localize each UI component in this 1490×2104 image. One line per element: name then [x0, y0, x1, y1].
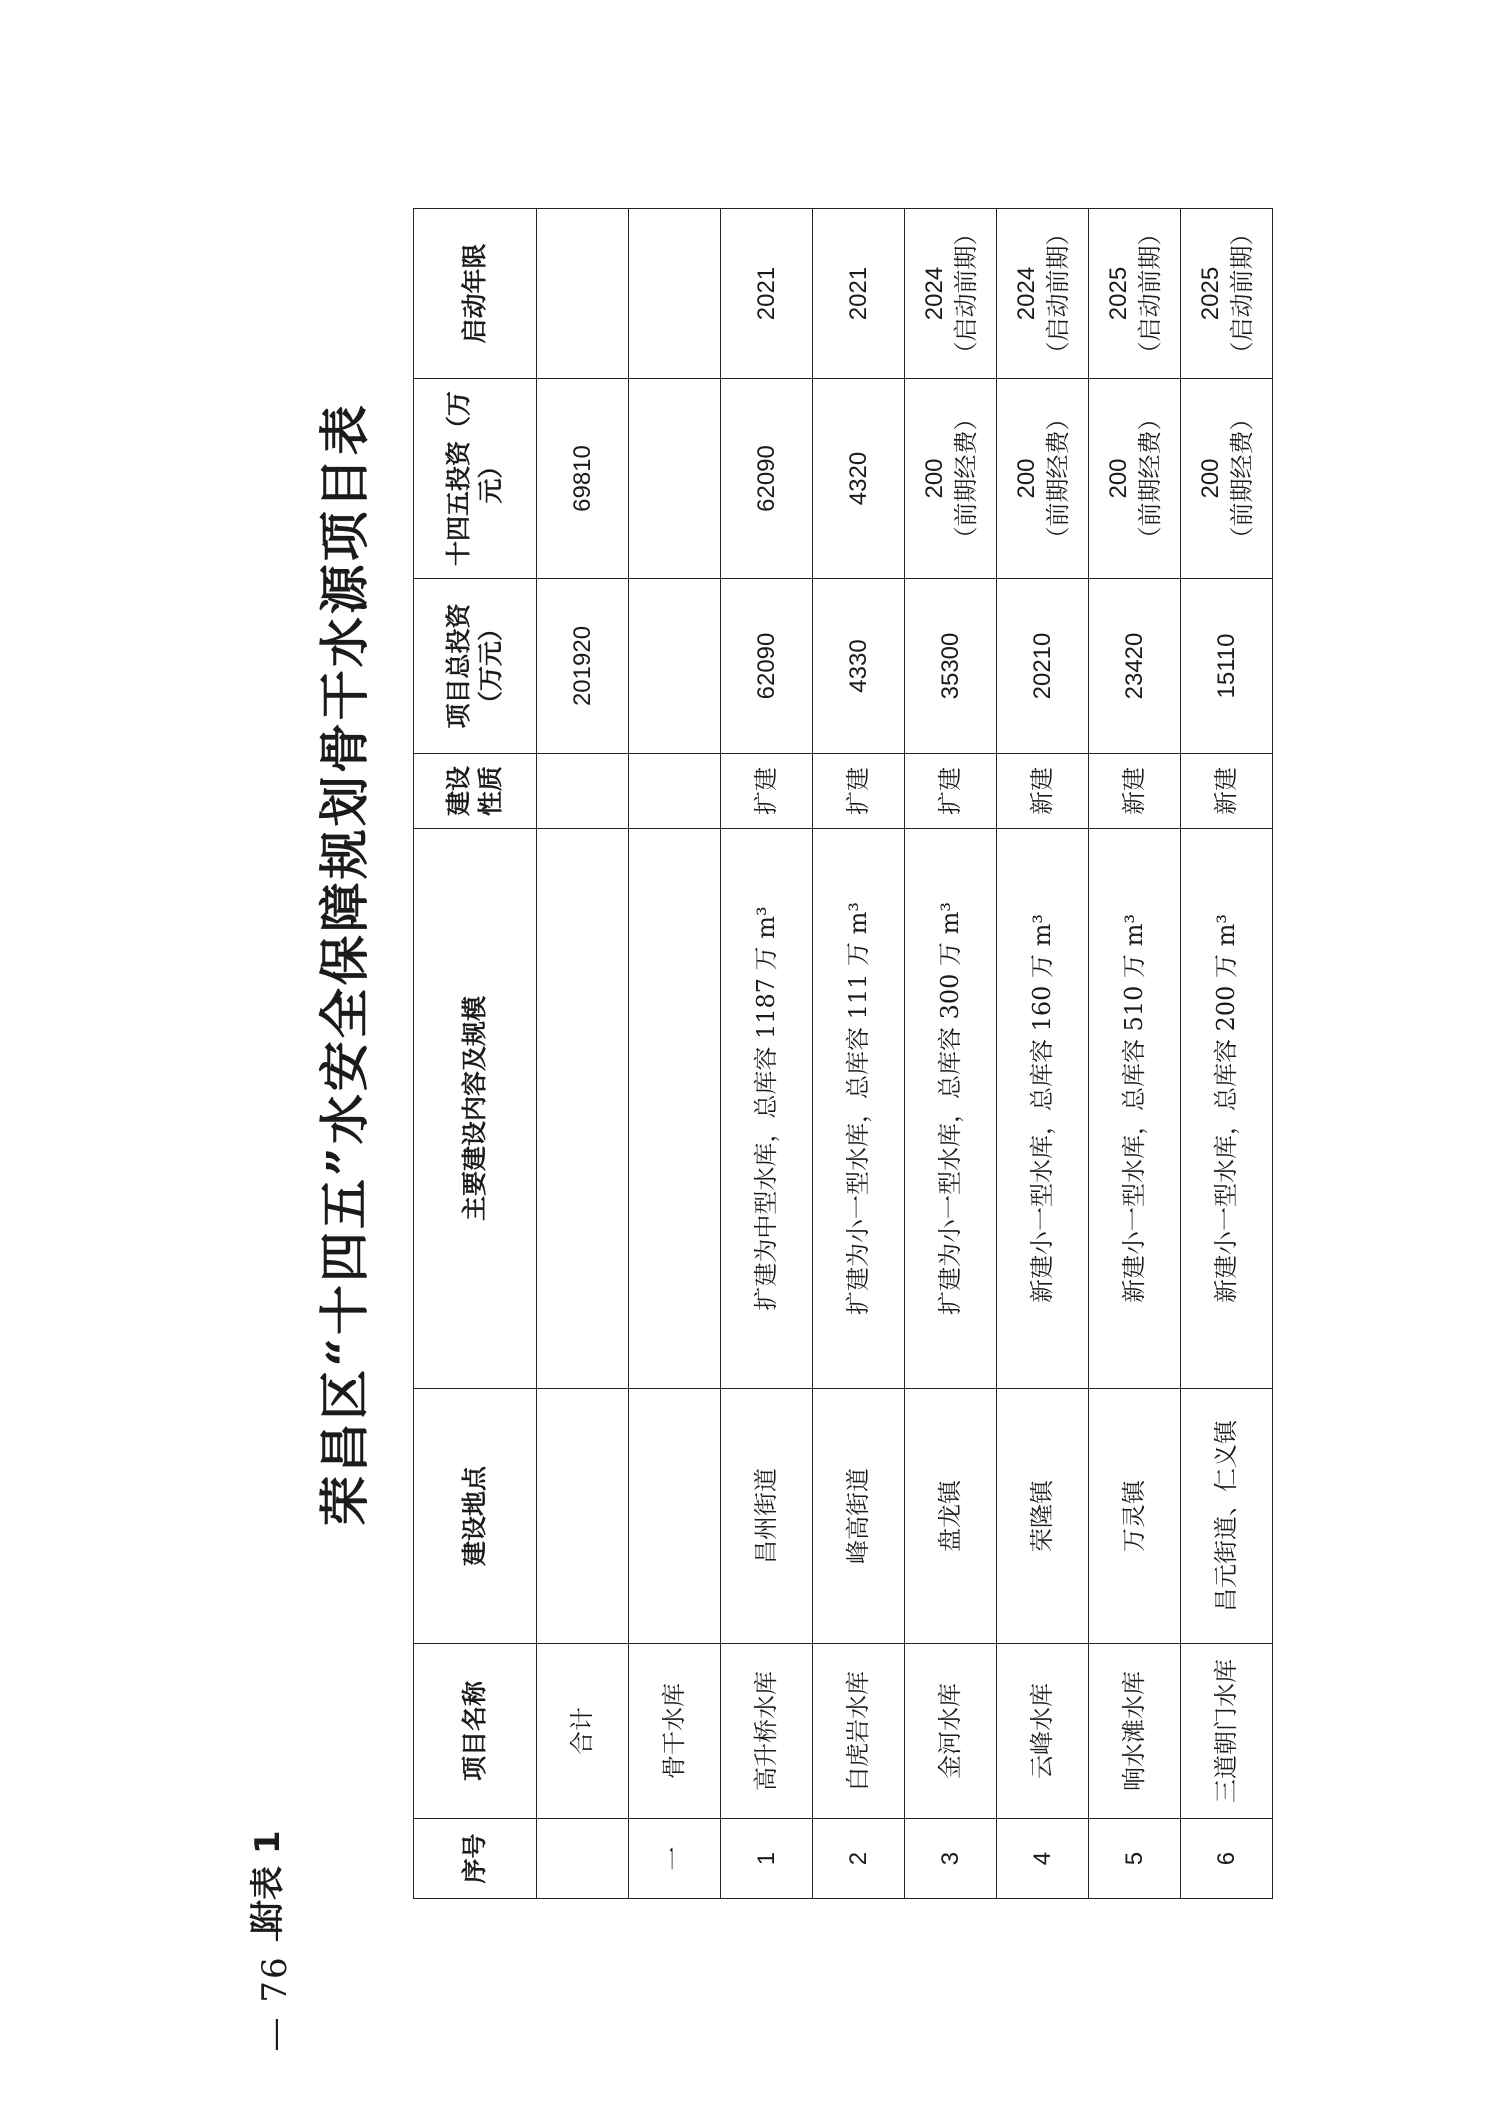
cell-seq — [905, 1819, 997, 1899]
cell-content-value: 扩建为中型水库，总库容 1187 万 m³ — [751, 906, 780, 1311]
cell-fyp-investment — [1181, 379, 1273, 579]
cell-name-value: 金河水库 — [935, 1683, 964, 1779]
cell-seq — [997, 1819, 1089, 1899]
cell-nature-value: 新建 — [1027, 767, 1056, 815]
cell-start-year-note: （启动前期） — [1135, 221, 1164, 366]
cell-fyp-investment — [537, 379, 629, 579]
cell-location — [997, 1389, 1089, 1644]
cell-start-year-value: 2024 — [1013, 266, 1041, 321]
cell-content-value: 扩建为小一型水库，总库容 111 万 m³ — [843, 901, 872, 1316]
page-title: 荣昌区“十四五”水安全保障规划骨干水源项目表 — [315, 402, 374, 1526]
header-fyp-investment: 十四五投资（万元） — [414, 379, 537, 579]
cell-nature — [629, 754, 721, 829]
header-seq: 序号 — [414, 1819, 537, 1899]
cell-seq — [629, 1819, 721, 1899]
cell-name — [1181, 1644, 1273, 1819]
cell-fyp-investment-value: 4320 — [844, 451, 872, 506]
cell-content — [1181, 829, 1273, 1389]
cell-location-value: 荣隆镇 — [1027, 1480, 1056, 1552]
cell-content-value: 新建小一型水库，总库容 200 万 m³ — [1211, 913, 1240, 1304]
cell-content — [997, 829, 1089, 1389]
header-content: 主要建设内容及规模 — [414, 829, 537, 1389]
cell-nature — [1089, 754, 1181, 829]
cell-location-value: 昌州街道 — [751, 1468, 780, 1564]
header-name: 项目名称 — [414, 1644, 537, 1819]
cell-seq-value: 2 — [844, 1851, 872, 1866]
cell-nature — [537, 754, 629, 829]
cell-start-year-value: 2021 — [844, 266, 872, 321]
cell-name-value: 高升桥水库 — [751, 1671, 780, 1791]
header-nature: 建设性质 — [414, 754, 537, 829]
cell-seq-value: 4 — [1028, 1851, 1056, 1866]
cell-start-year — [1089, 209, 1181, 379]
cell-seq-value: 一 — [660, 1846, 688, 1871]
cell-fyp-investment — [629, 379, 721, 579]
cell-content — [629, 829, 721, 1389]
cell-name — [1089, 1644, 1181, 1819]
cell-seq-value: 6 — [1212, 1851, 1240, 1866]
cell-total-investment — [813, 579, 905, 754]
cell-fyp-investment-note: （前期经费） — [951, 406, 980, 551]
cell-fyp-investment-note: （前期经费） — [1135, 406, 1164, 551]
cell-start-year — [997, 209, 1089, 379]
cell-fyp-investment-value: 200 — [921, 458, 949, 499]
cell-fyp-investment-value: 200 — [1013, 458, 1041, 499]
cell-total-investment — [721, 579, 813, 754]
cell-start-year-note: （启动前期） — [1043, 221, 1072, 366]
cell-name-value: 合计 — [567, 1707, 596, 1755]
cell-start-year — [537, 209, 629, 379]
cell-content — [1089, 829, 1181, 1389]
cell-total-investment — [905, 579, 997, 754]
page-number: — 76 — — [255, 1906, 295, 2052]
cell-nature — [1181, 754, 1273, 829]
cell-total-investment-value: 35300 — [936, 632, 964, 700]
cell-seq — [1181, 1819, 1273, 1899]
table-row — [997, 209, 1089, 1899]
cell-start-year — [813, 209, 905, 379]
table-row — [905, 209, 997, 1899]
cell-fyp-investment-note: （前期经费） — [1043, 406, 1072, 551]
cell-nature — [905, 754, 997, 829]
cell-location-value: 峰高街道 — [843, 1468, 872, 1564]
cell-fyp-investment — [1089, 379, 1181, 579]
cell-content — [721, 829, 813, 1389]
cell-nature-value: 新建 — [1211, 767, 1240, 815]
cell-content — [905, 829, 997, 1389]
cell-location-value: 万灵镇 — [1119, 1480, 1148, 1552]
cell-nature-value: 扩建 — [843, 767, 872, 815]
cell-fyp-investment — [997, 379, 1089, 579]
header-location: 建设地点 — [414, 1389, 537, 1644]
cell-fyp-investment — [813, 379, 905, 579]
cell-total-investment-value: 20210 — [1028, 632, 1056, 700]
cell-name-value: 三道朝门水库 — [1211, 1659, 1240, 1803]
cell-name — [721, 1644, 813, 1819]
cell-seq — [721, 1819, 813, 1899]
cell-seq-value: 1 — [752, 1851, 780, 1866]
cell-total-investment — [629, 579, 721, 754]
table-row — [721, 209, 813, 1899]
header-start-year: 启动年限 — [414, 209, 537, 379]
cell-fyp-investment-value: 69810 — [568, 445, 596, 512]
cell-start-year — [905, 209, 997, 379]
cell-start-year — [1181, 209, 1273, 379]
projects-table — [413, 208, 1273, 1899]
cell-nature-value: 新建 — [1119, 767, 1148, 815]
cell-total-investment — [1089, 579, 1181, 754]
cell-start-year — [629, 209, 721, 379]
table-header-row — [414, 209, 537, 1899]
cell-seq-value: 5 — [1120, 1851, 1148, 1866]
cell-fyp-investment-value: 62090 — [752, 445, 780, 512]
cell-seq-value: 3 — [936, 1851, 964, 1866]
cell-location — [813, 1389, 905, 1644]
cell-seq — [813, 1819, 905, 1899]
cell-name — [997, 1644, 1089, 1819]
table-row — [813, 209, 905, 1899]
cell-fyp-investment-note: （前期经费） — [1227, 406, 1256, 551]
appendix-label: 附表 1 — [248, 1830, 288, 1934]
cell-name-value: 骨干水库 — [659, 1683, 688, 1779]
cell-location — [537, 1389, 629, 1644]
cell-start-year-note: （启动前期） — [951, 221, 980, 366]
cell-nature — [813, 754, 905, 829]
cell-start-year-value: 2021 — [752, 266, 780, 321]
cell-fyp-investment — [721, 379, 813, 579]
cell-total-investment-value: 4330 — [844, 639, 872, 693]
cell-fyp-investment-value: 200 — [1105, 458, 1133, 499]
cell-content-value: 新建小一型水库，总库容 510 万 m³ — [1119, 913, 1148, 1304]
cell-nature-value: 扩建 — [751, 767, 780, 815]
cell-start-year — [721, 209, 813, 379]
cell-total-investment-value: 62090 — [752, 632, 780, 700]
cell-fyp-investment-value: 200 — [1197, 458, 1225, 499]
cell-nature — [721, 754, 813, 829]
cell-total-investment — [537, 579, 629, 754]
cell-total-investment-value: 201920 — [568, 625, 596, 707]
cell-content — [537, 829, 629, 1389]
cell-name — [905, 1644, 997, 1819]
cell-content-value: 新建小一型水库，总库容 160 万 m³ — [1027, 913, 1056, 1304]
cell-nature — [997, 754, 1089, 829]
cell-location — [905, 1389, 997, 1644]
header-total-investment: 项目总投资（万元） — [414, 579, 537, 754]
cell-name — [537, 1644, 629, 1819]
table-row — [1089, 209, 1181, 1899]
cell-location — [1181, 1389, 1273, 1644]
cell-start-year-value: 2025 — [1105, 266, 1133, 321]
cell-location — [629, 1389, 721, 1644]
cell-location-value: 昌元街道、仁义镇 — [1211, 1420, 1240, 1612]
cell-content-value: 扩建为小一型水库，总库容 300 万 m³ — [935, 901, 964, 1316]
cell-start-year-value: 2024 — [921, 266, 949, 321]
cell-start-year-value: 2025 — [1197, 266, 1225, 321]
cell-name — [629, 1644, 721, 1819]
cell-seq — [537, 1819, 629, 1899]
table-row — [1181, 209, 1273, 1899]
cell-total-investment-value: 15110 — [1212, 633, 1240, 699]
cell-name-value: 白虎岩水库 — [843, 1671, 872, 1791]
table-row — [629, 209, 721, 1899]
cell-content — [813, 829, 905, 1389]
cell-total-investment — [997, 579, 1089, 754]
table-row — [537, 209, 629, 1899]
cell-name — [813, 1644, 905, 1819]
cell-name-value: 响水滩水库 — [1119, 1671, 1148, 1791]
cell-nature-value: 扩建 — [935, 767, 964, 815]
cell-location-value: 盘龙镇 — [935, 1480, 964, 1552]
cell-seq — [1089, 1819, 1181, 1899]
cell-start-year-note: （启动前期） — [1227, 221, 1256, 366]
cell-location — [1089, 1389, 1181, 1644]
cell-total-investment — [1181, 579, 1273, 754]
cell-name-value: 云峰水库 — [1027, 1683, 1056, 1779]
cell-total-investment-value: 23420 — [1120, 632, 1148, 700]
cell-fyp-investment — [905, 379, 997, 579]
cell-location — [721, 1389, 813, 1644]
